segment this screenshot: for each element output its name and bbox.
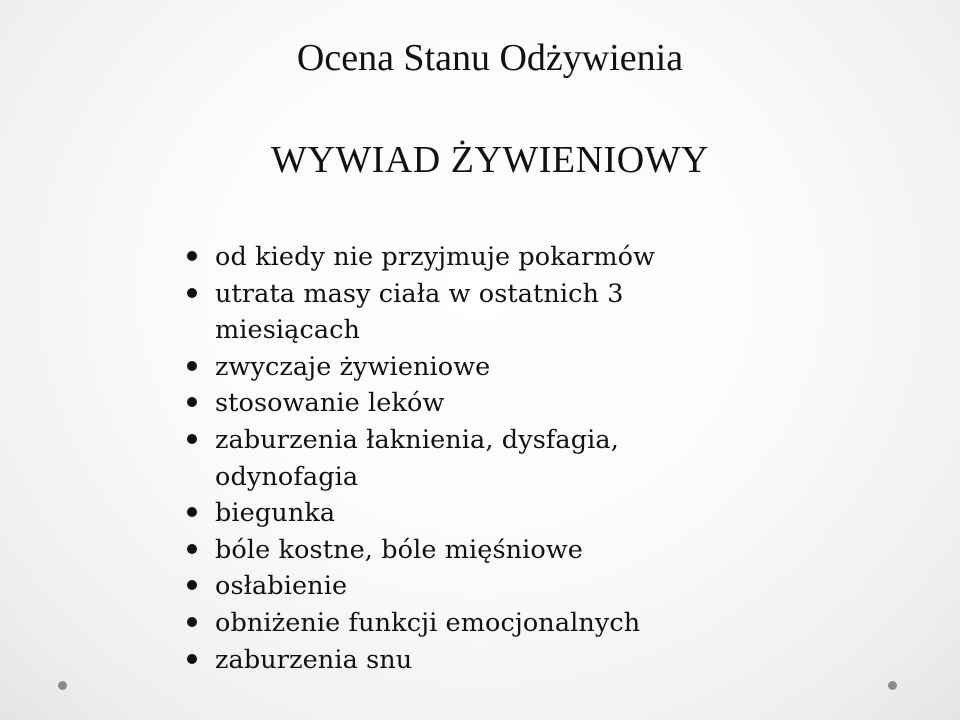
list-item — [187, 495, 707, 532]
bullet-list — [187, 239, 707, 678]
bullet-icon — [187, 434, 197, 444]
list-item-text: osłabienie — [215, 571, 348, 602]
bullet-icon — [187, 361, 197, 371]
list-item — [187, 422, 707, 495]
list-item-text: bóle kostne, bóle mięśniowe — [215, 534, 583, 565]
list-item-text: biegunka — [215, 498, 336, 529]
slide-title: Ocena Stanu Odżywienia — [296, 37, 684, 79]
bullet-icon — [187, 544, 197, 554]
list-item-text: utrata masy ciała w ostatnich 3 miesiącach — [215, 278, 624, 346]
list-item-text: od kiedy nie przyjmuje pokarmów — [215, 242, 656, 272]
list-item — [187, 239, 707, 276]
list-item-text: zaburzenia snu — [215, 644, 413, 675]
bullet-icon — [187, 397, 197, 407]
list-item — [187, 605, 707, 642]
corner-dot-right-icon — [888, 681, 897, 690]
list-item — [187, 349, 707, 386]
slide-subtitle: WYWIAD ŻYWIENIOWY — [271, 139, 709, 181]
list-item — [187, 568, 707, 605]
bullet-icon — [187, 580, 197, 590]
bullet-icon — [187, 251, 197, 261]
list-item-text: zwyczaje żywieniowe — [215, 351, 491, 382]
list-item-text: stosowanie leków — [215, 388, 445, 419]
list-item-text: obniżenie funkcji emocjonalnych — [215, 607, 641, 638]
bullet-icon — [187, 507, 197, 517]
list-item — [187, 642, 707, 679]
list-item — [187, 276, 707, 349]
bullet-icon — [187, 288, 197, 298]
bullet-icon — [187, 654, 197, 664]
list-item-text: zaburzenia łaknienia, dysfagia, odynofagia — [215, 424, 619, 492]
bullet-icon — [187, 617, 197, 627]
corner-dot-left-icon — [58, 681, 67, 690]
list-item — [187, 532, 707, 569]
list-item — [187, 385, 707, 422]
